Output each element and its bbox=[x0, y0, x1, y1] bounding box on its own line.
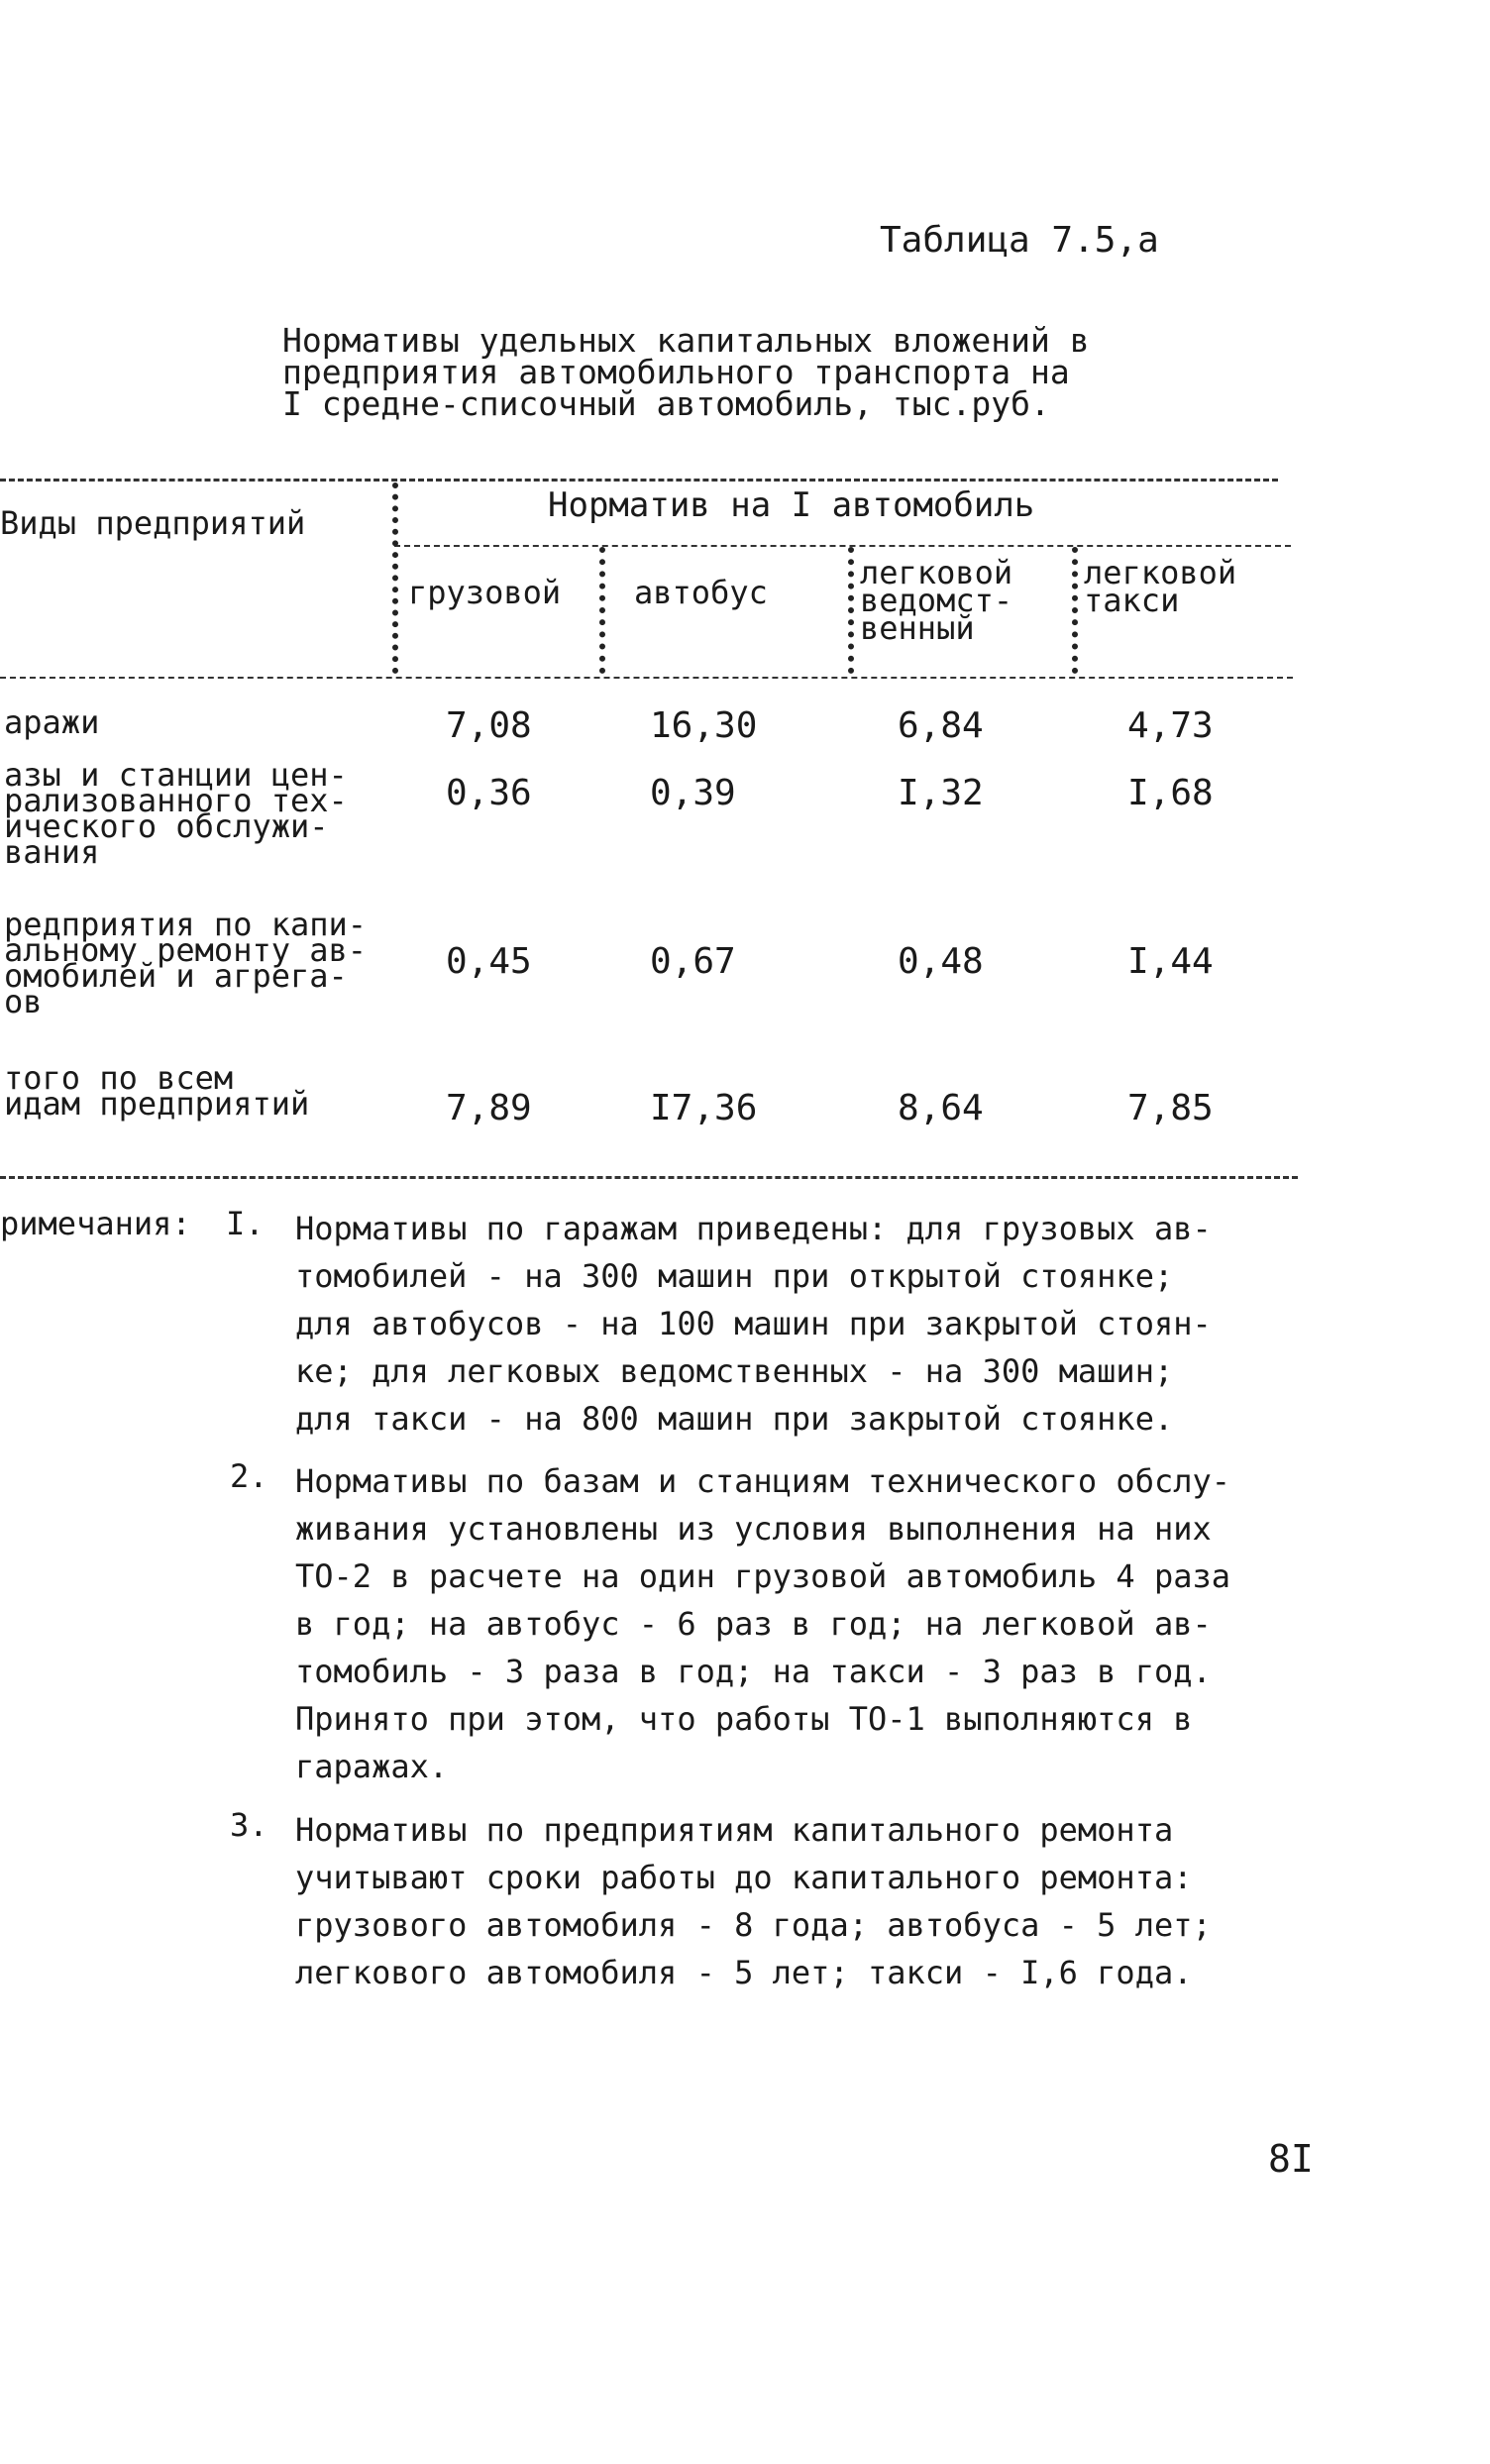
column-separator bbox=[1072, 547, 1078, 674]
table-bottom-rule bbox=[0, 1176, 1298, 1179]
header-column-bus: автобус bbox=[634, 574, 768, 611]
notes-heading: римечания: bbox=[0, 1205, 191, 1242]
header-bottom-rule bbox=[0, 677, 1293, 679]
cell-value: 0,45 bbox=[446, 941, 532, 982]
note-text: Нормативы по базам и станциям технического обслу- живания установлены из условия выполнения на них ТО-2 в расчете на один грузовой автомобиль 4 раза в год; на автобус - 6 раз в год; на легковой ав- томобиль - 3 раза в год; на такси - 3 раз в год. Принято при этом, что работы ТО-1 выполняются в гаражах. bbox=[295, 1462, 1231, 1785]
cell-value: 7,85 bbox=[1127, 1088, 1214, 1128]
header-column-taxi: легковой такси bbox=[1084, 554, 1237, 619]
header-norm: Норматив на I автомобиль bbox=[548, 485, 1035, 525]
cell-value: I,68 bbox=[1127, 773, 1214, 813]
cell-value: 0,39 bbox=[650, 773, 736, 813]
cell-value: 0,36 bbox=[446, 773, 532, 813]
cell-value: 0,48 bbox=[898, 941, 984, 982]
cell-value: I,44 bbox=[1127, 941, 1214, 982]
note-text: Нормативы по гаражам приведены: для грузовых ав- томобилей - на 300 машин при открытой стоянке; для автобусов - на 100 машин при закрытой стоян- ке; для легковых ведомственных - на 300 машин; для такси - на 800 машин при закрытой стоянке. bbox=[295, 1210, 1212, 1438]
column-separator bbox=[599, 547, 605, 674]
row-label: редприятия по капи- альному ремонту ав- омобилей и агрега- ов bbox=[4, 906, 368, 1020]
row-label: того по всем идам предприятий bbox=[4, 1059, 310, 1123]
table-top-rule bbox=[0, 479, 1278, 482]
note-number: 2. bbox=[230, 1457, 268, 1495]
column-separator bbox=[392, 482, 398, 674]
header-divider-rule bbox=[394, 545, 1291, 547]
table-caption: Нормативы удельных капитальных вложений в предприятия автомобильного транспорта на I средне-списочный автомобиль, тыс.руб. bbox=[282, 321, 1090, 423]
row-label: азы и станции цен- рализованного тех- ического обслужи- вания bbox=[4, 756, 348, 871]
page-number: 8I bbox=[1268, 2137, 1314, 2181]
cell-value: 7,08 bbox=[446, 705, 532, 746]
cell-value: 6,84 bbox=[898, 705, 984, 746]
row-label: аражи bbox=[4, 703, 100, 741]
header-kinds: Виды предприятий bbox=[0, 504, 306, 542]
cell-value: 4,73 bbox=[1127, 705, 1214, 746]
cell-value: 8,64 bbox=[898, 1088, 984, 1128]
note-text: Нормативы по предприятиям капитального ремонта учитывают сроки работы до капитального ремонта: грузового автомобиля - 8 года; автобуса - 5 лет; легкового автомобиля - 5 лет; такси - I,6 года. bbox=[295, 1811, 1212, 1991]
table-label: Таблица 7.5,а bbox=[880, 220, 1159, 261]
header-column-truck: грузовой bbox=[408, 574, 562, 611]
header-column-car-departmental: легковой ведомст- венный bbox=[860, 554, 1013, 647]
cell-value: 16,30 bbox=[650, 705, 758, 746]
cell-value: I7,36 bbox=[650, 1088, 758, 1128]
cell-value: 0,67 bbox=[650, 941, 736, 982]
note-number: 3. bbox=[230, 1806, 268, 1844]
column-separator bbox=[848, 547, 854, 674]
cell-value: 7,89 bbox=[446, 1088, 532, 1128]
cell-value: I,32 bbox=[898, 773, 984, 813]
note-number: I. bbox=[226, 1205, 265, 1242]
